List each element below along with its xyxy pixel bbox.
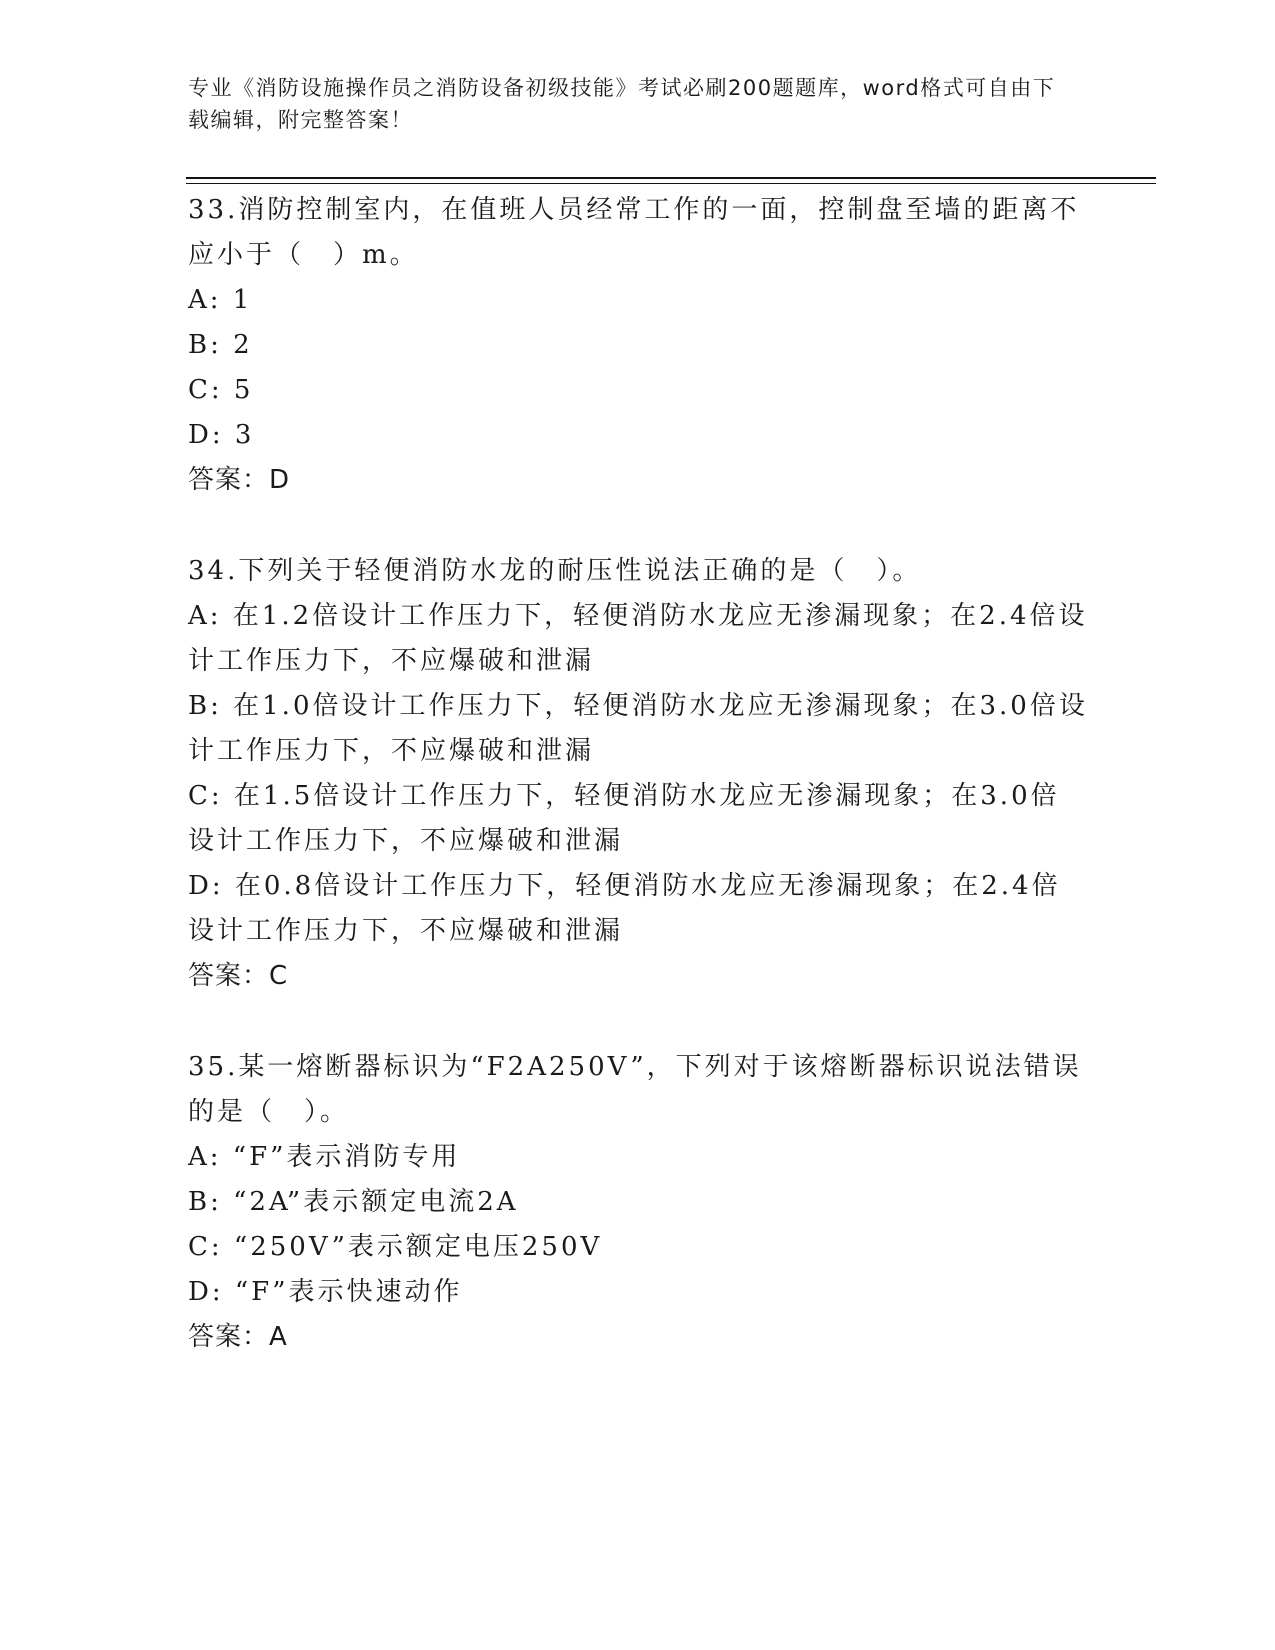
spacer — [188, 999, 1088, 1045]
option-a: A: 在1.2倍设计工作压力下，轻便消防水龙应无渗漏现象；在2.4倍设计工作压力下，不应爆破和泄漏 — [188, 601, 1088, 676]
option-b: B: 在1.0倍设计工作压力下，轻便消防水龙应无渗漏现象；在3.0倍设计工作压力下，不应爆破和泄漏 — [188, 691, 1088, 766]
option-d: D: 在0.8倍设计工作压力下，轻便消防水龙应无渗漏现象；在2.4倍设计工作压力下，不应爆破和泄漏 — [188, 871, 1061, 946]
header-divider-thin — [186, 183, 1156, 184]
option-c: C: “250V”表示额定电压250V — [188, 1232, 603, 1262]
option-c: C: 在1.5倍设计工作压力下，轻便消防水龙应无渗漏现象；在3.0倍设计工作压力下，不应爆破和泄漏 — [188, 781, 1060, 856]
answer-label: 答案：D — [188, 465, 291, 495]
option-b: B: “2A”表示额定电流2A — [188, 1187, 519, 1217]
answer-label: 答案：A — [188, 1322, 288, 1352]
header-divider-thick — [186, 177, 1156, 179]
question-list — [188, 188, 1088, 1360]
question-35 — [188, 1045, 1088, 1360]
answer-label: 答案：C — [188, 961, 289, 991]
question-stem: 35.某一熔断器标识为“F2A250V”，下列对于该熔断器标识说法错误的是（ ）。 — [188, 1052, 1082, 1127]
question-34 — [188, 549, 1088, 999]
question-stem: 33.消防控制室内，在值班人员经常工作的一面，控制盘至墙的距离不应小于（ ）m。 — [188, 195, 1080, 270]
option-a: A: “F”表示消防专用 — [188, 1142, 461, 1172]
option-a: A: 1 — [188, 285, 253, 315]
question-33 — [188, 188, 1088, 503]
option-d: D: “F”表示快速动作 — [188, 1277, 463, 1307]
document-header: 专业《消防设施操作员之消防设备初级技能》考试必刷200题题库，word格式可自由下载编辑，附完整答案！ — [188, 76, 1056, 132]
option-d: D: 3 — [188, 420, 255, 450]
option-c: C: 5 — [188, 375, 254, 405]
option-b: B: 2 — [188, 330, 253, 360]
question-stem: 34.下列关于轻便消防水龙的耐压性说法正确的是（ ）。 — [188, 556, 922, 586]
spacer — [188, 503, 1088, 549]
